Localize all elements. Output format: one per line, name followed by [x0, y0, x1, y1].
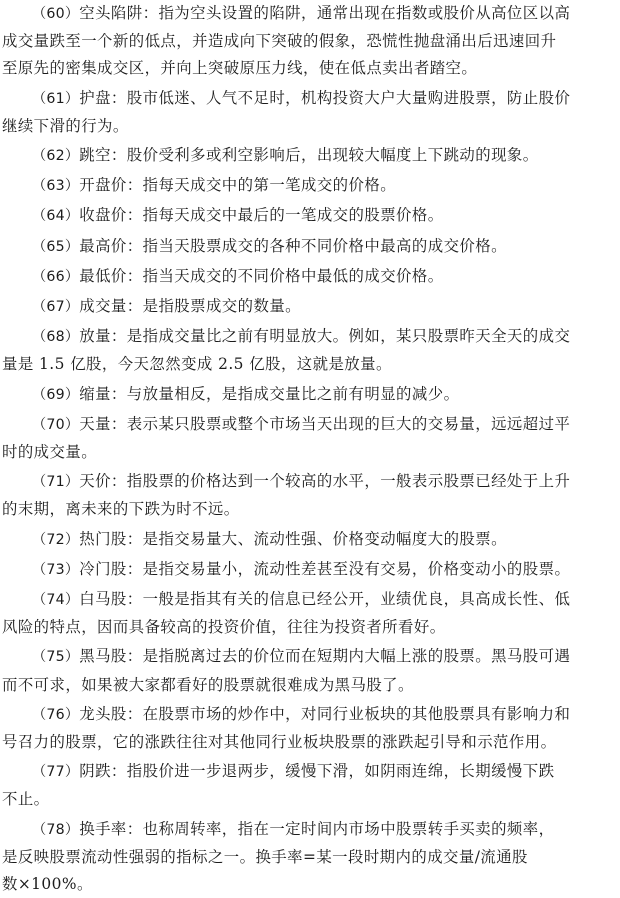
entry-text: 天量：表示某只股票或整个市场当天出现的巨大的交易量，远远超过平	[79, 414, 571, 433]
entry-number: （75）	[32, 649, 80, 666]
entry-text: 白马股：一般是指其有关的信息已经公开，业绩优良，具高成长性、低	[79, 590, 571, 609]
entry-first-line	[2, 816, 618, 844]
entry-number: （63）	[32, 178, 80, 195]
entry-continuation-line: 时的成交量。	[2, 443, 98, 462]
entry-continuation-line: 量是 1.5 亿股，今天忽然变成 2.5 亿股，这就是放量。	[2, 355, 392, 374]
entry-number: （71）	[32, 474, 80, 491]
entry-first-line	[2, 233, 618, 261]
entry-text: 缩量：与放量相反，是指成交量比之前有明显的减少。	[79, 384, 460, 403]
entry-number: （61）	[32, 90, 80, 107]
entry-continuation-line: 号召力的股票，它的涨跌往往对其他同行业板块股票的涨跌起引导和示范作用。	[2, 733, 557, 752]
entry-continuation-line: 成交量跌至一个新的低点，并造成向下突破的假象，恐慌性抛盘涌出后迅速回升	[2, 32, 557, 51]
entry-first-line	[2, 293, 618, 321]
entry-first-line	[2, 411, 618, 439]
entry-continuation-line: 数×100%。	[2, 875, 93, 894]
glossary-entry	[2, 202, 618, 230]
glossary-entry	[2, 468, 618, 523]
glossary-entry	[2, 758, 618, 813]
glossary-entry	[2, 233, 618, 261]
entry-number: （77）	[32, 764, 80, 781]
entry-text: 换手率：也称周转率，指在一定时间内市场中股票转手买卖的频率，	[79, 819, 555, 838]
entry-continuation-line: 的末期，离未来的下跌为时不远。	[2, 500, 240, 519]
glossary-entry	[2, 172, 618, 200]
entry-text: 跳空：股价受利多或利空影响后，出现较大幅度上下跳动的现象。	[79, 146, 539, 165]
entry-text: 阴跌：指股价进一步退两步，缓慢下滑，如阴雨连绵，长期缓慢下跌	[79, 762, 555, 781]
entry-first-line	[2, 526, 618, 554]
entry-number: （68）	[32, 329, 80, 346]
entry-text: 收盘价：指每天成交中最后的一笔成交的股票价格。	[79, 206, 444, 225]
entry-first-line	[2, 142, 618, 170]
entry-text: 开盘价：指每天成交中的第一笔成交的价格。	[79, 176, 397, 195]
entry-text: 天价：指股票的价格达到一个较高的水平，一般表示股票已经处于上升	[79, 472, 571, 491]
entry-number: （66）	[32, 268, 80, 285]
entry-number: （67）	[32, 299, 80, 316]
entry-first-line	[2, 323, 618, 351]
entry-first-line	[2, 701, 618, 729]
entry-first-line	[2, 202, 618, 230]
entry-continuation-line: 至原先的密集成交区，并向上突破原压力线，使在低点卖出者踏空。	[2, 59, 478, 78]
entry-number: （65）	[32, 238, 80, 255]
glossary-entry	[2, 816, 618, 898]
entry-text: 空头陷阱：指为空头设置的陷阱，通常出现在指数或股价从高位区以高	[79, 4, 571, 22]
entry-number: （70）	[32, 416, 80, 433]
entry-number: （74）	[32, 592, 80, 609]
entry-text: 黑马股：是指脱离过去的价位而在短期内大幅上涨的股票。黑马股可遇	[79, 647, 571, 666]
entry-number: （73）	[32, 561, 80, 578]
glossary-entry	[2, 323, 618, 378]
entry-number: （72）	[32, 531, 80, 548]
entry-text: 护盘：股市低迷、人气不足时，机构投资大户大量购进股票，防止股价	[79, 88, 571, 107]
entry-text: 龙头股：在股票市场的炒作中，对同行业板块的其他股票具有影响力和	[79, 704, 571, 723]
entry-text: 成交量：是指股票成交的数量。	[79, 297, 302, 316]
glossary-entry	[2, 701, 618, 756]
entry-first-line	[2, 85, 618, 113]
glossary-entry	[2, 293, 618, 321]
entry-text: 热门股：是指交易量大、流动性强、价格变动幅度大的股票。	[79, 529, 507, 548]
entry-first-line	[2, 468, 618, 496]
entry-first-line	[2, 586, 618, 614]
glossary-entry	[2, 526, 618, 554]
entry-number: （76）	[32, 706, 80, 723]
entry-number: （69）	[32, 386, 80, 403]
entry-first-line	[2, 0, 618, 28]
glossary-entry	[2, 643, 618, 698]
glossary-page	[2, 0, 618, 898]
glossary-entry	[2, 263, 618, 291]
entry-first-line	[2, 172, 618, 200]
glossary-entry	[2, 142, 618, 170]
entry-continuation-line: 不止。	[2, 790, 50, 809]
entry-text: 最低价：指当天成交的不同价格中最低的成交价格。	[79, 266, 444, 285]
entry-continuation-line: 继续下滑的行为。	[2, 116, 129, 135]
entry-number: （64）	[32, 208, 80, 225]
glossary-entry	[2, 556, 618, 584]
entry-text: 最高价：指当天股票成交的各种不同价格中最高的成交价格。	[79, 236, 507, 255]
entry-continuation-line: 而不可求，如果被大家都看好的股票就很难成为黑马股了。	[2, 675, 414, 694]
entry-text: 冷门股：是指交易量小，流动性差甚至没有交易，价格变动小的股票。	[79, 559, 571, 578]
glossary-entry	[2, 381, 618, 409]
entry-continuation-line: 是反映股票流动性强弱的指标之一。换手率=某一段时期内的成交量/流通股	[2, 847, 528, 866]
entry-first-line	[2, 758, 618, 786]
entry-first-line	[2, 381, 618, 409]
glossary-entry	[2, 85, 618, 140]
entry-continuation-line: 风险的特点，因而具备较高的投资价值，往往为投资者所看好。	[2, 618, 446, 637]
glossary-entry	[2, 586, 618, 641]
entry-first-line	[2, 643, 618, 671]
entry-first-line	[2, 556, 618, 584]
glossary-entry	[2, 411, 618, 466]
entry-number: （60）	[32, 6, 80, 22]
entry-first-line	[2, 263, 618, 291]
entry-text: 放量：是指成交量比之前有明显放大。例如，某只股票昨天全天的成交	[79, 327, 571, 346]
glossary-entry	[2, 0, 618, 83]
entry-number: （78）	[32, 821, 80, 838]
entry-number: （62）	[32, 148, 80, 165]
